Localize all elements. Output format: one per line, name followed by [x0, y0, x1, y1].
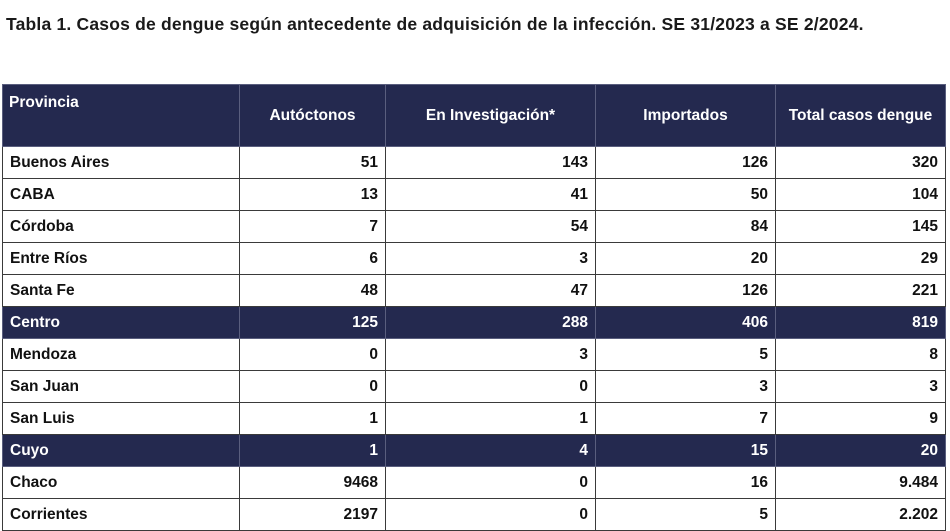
value-cell: 2.202 [776, 499, 946, 531]
province-name-cell: Centro [3, 307, 240, 339]
region-subtotal-row [3, 435, 946, 467]
dengue-cases-table [2, 84, 946, 531]
value-cell: 48 [240, 275, 386, 307]
value-cell: 143 [386, 147, 596, 179]
province-name-cell: Corrientes [3, 499, 240, 531]
province-name-cell: Córdoba [3, 211, 240, 243]
table-row [3, 371, 946, 403]
province-name-cell: Santa Fe [3, 275, 240, 307]
value-cell: 126 [596, 275, 776, 307]
table-row [3, 403, 946, 435]
value-cell: 54 [386, 211, 596, 243]
value-cell: 41 [386, 179, 596, 211]
value-cell: 0 [386, 467, 596, 499]
value-cell: 50 [596, 179, 776, 211]
header-en-investigacion: En Investigación* [386, 85, 596, 147]
value-cell: 221 [776, 275, 946, 307]
value-cell: 4 [386, 435, 596, 467]
value-cell: 0 [240, 371, 386, 403]
header-provincia: Provincia [3, 85, 240, 147]
value-cell: 1 [240, 435, 386, 467]
table-caption: Tabla 1. Casos de dengue según antecedente de adquisición de la infección. SE 31/2023 a SE 2/2024. [6, 14, 864, 34]
province-name-cell: Entre Ríos [3, 243, 240, 275]
table-row [3, 147, 946, 179]
value-cell: 406 [596, 307, 776, 339]
value-cell: 819 [776, 307, 946, 339]
value-cell: 288 [386, 307, 596, 339]
value-cell: 29 [776, 243, 946, 275]
value-cell: 5 [596, 499, 776, 531]
value-cell: 125 [240, 307, 386, 339]
value-cell: 6 [240, 243, 386, 275]
value-cell: 51 [240, 147, 386, 179]
value-cell: 126 [596, 147, 776, 179]
table-row [3, 243, 946, 275]
value-cell: 0 [240, 339, 386, 371]
value-cell: 1 [240, 403, 386, 435]
value-cell: 104 [776, 179, 946, 211]
value-cell: 145 [776, 211, 946, 243]
province-name-cell: CABA [3, 179, 240, 211]
header-autoctonos: Autóctonos [240, 85, 386, 147]
value-cell: 9468 [240, 467, 386, 499]
value-cell: 13 [240, 179, 386, 211]
table-row [3, 211, 946, 243]
table-row [3, 179, 946, 211]
value-cell: 9 [776, 403, 946, 435]
header-importados: Importados [596, 85, 776, 147]
header-total-casos: Total casos dengue [776, 85, 946, 147]
province-name-cell: Buenos Aires [3, 147, 240, 179]
value-cell: 8 [776, 339, 946, 371]
value-cell: 20 [776, 435, 946, 467]
value-cell: 3 [596, 371, 776, 403]
table-row [3, 467, 946, 499]
table-row [3, 275, 946, 307]
province-name-cell: Mendoza [3, 339, 240, 371]
value-cell: 3 [386, 243, 596, 275]
table-row [3, 339, 946, 371]
value-cell: 0 [386, 499, 596, 531]
value-cell: 5 [596, 339, 776, 371]
table-body [3, 147, 946, 531]
value-cell: 7 [240, 211, 386, 243]
value-cell: 0 [386, 371, 596, 403]
value-cell: 20 [596, 243, 776, 275]
province-name-cell: Chaco [3, 467, 240, 499]
table-header-row [3, 85, 946, 147]
province-name-cell: San Luis [3, 403, 240, 435]
province-name-cell: San Juan [3, 371, 240, 403]
value-cell: 15 [596, 435, 776, 467]
value-cell: 2197 [240, 499, 386, 531]
value-cell: 47 [386, 275, 596, 307]
value-cell: 320 [776, 147, 946, 179]
value-cell: 3 [776, 371, 946, 403]
province-name-cell: Cuyo [3, 435, 240, 467]
value-cell: 9.484 [776, 467, 946, 499]
value-cell: 1 [386, 403, 596, 435]
value-cell: 3 [386, 339, 596, 371]
value-cell: 16 [596, 467, 776, 499]
value-cell: 84 [596, 211, 776, 243]
table-row [3, 499, 946, 531]
region-subtotal-row [3, 307, 946, 339]
value-cell: 7 [596, 403, 776, 435]
